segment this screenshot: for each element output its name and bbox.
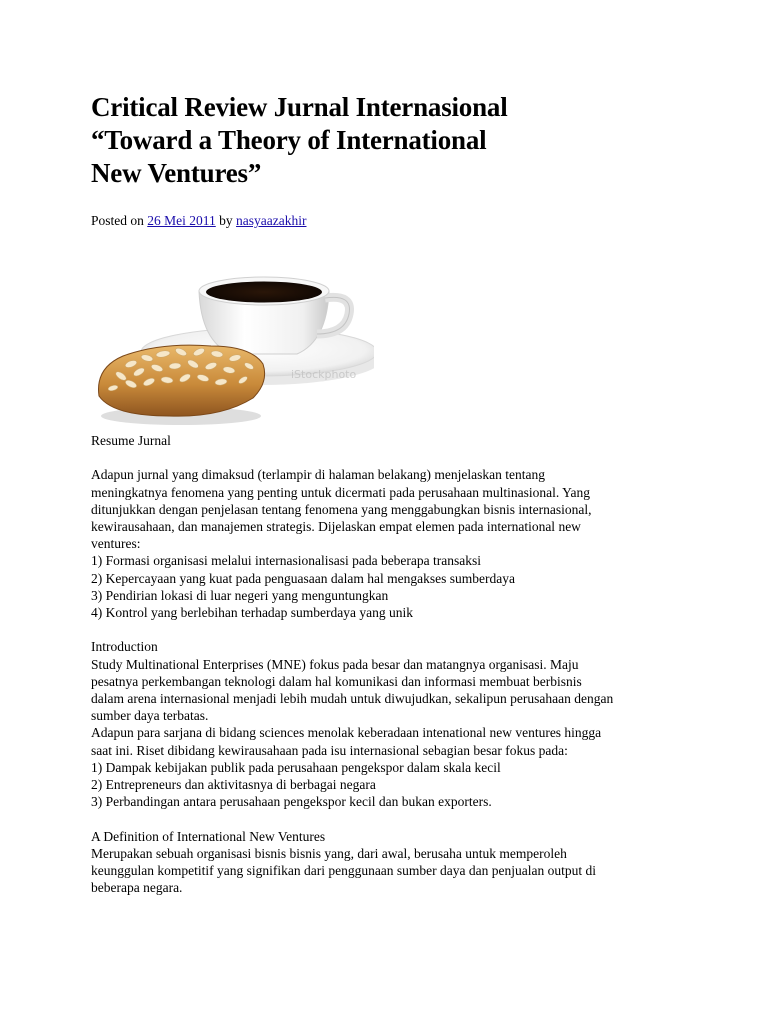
posted-on-label: Posted on [91,213,144,228]
list-item: 3) Perbandingan antara perusahaan pengekspor kecil dan bukan exporters. [91,794,492,810]
text-line: kewirausahaan, dan manajemen strategis. Dijelaskan empat elemen pada international new [91,519,581,534]
list-item: 1) Formasi organisasi melalui internasionalisasi pada beberapa transaksi [91,553,482,569]
resume-paragraph [91,466,691,621]
text-line: Adapun jurnal yang dimaksud (terlampir di halaman belakang) menjelaskan tentang [91,467,545,483]
title-line: New Ventures” [91,158,262,188]
title-line: Critical Review Jurnal Internasional [91,92,508,122]
text-line: keunggulan kompetitif yang signifikan dari penggunaan sumber daya dan penjualan output di [91,863,596,879]
definition-heading: A Definition of International New Ventures [91,828,326,844]
text-line: beberapa negara. [91,880,183,896]
coffee-shape [206,282,322,303]
text-line: sumber daya terbatas. [91,708,209,724]
post-meta [91,212,306,230]
list-item: 4) Kontrol yang berlebihan terhadap sumberdaya yang unik [91,605,414,621]
intro-paragraph [91,656,691,811]
coffee-pastry-photo [91,246,374,432]
list-item: 2) Kepercayaan yang kuat pada penguasaan dalam hal mengakses sumberdaya [91,570,515,586]
list-item: 2) Entrepreneurs dan aktivitasnya di berbagai negara [91,777,376,793]
intro-heading: Introduction [91,639,158,655]
definition-paragraph [91,845,691,897]
text-line: meningkatnya fenomena yang penting untuk dicermati pada perusahaan multinasional. Yang [91,484,590,500]
list-item: 3) Pendirian lokasi di luar negeri yang menguntungkan [91,587,389,603]
text-line: Adapun para sarjana di bidang sciences menolak keberadaan intenational new ventures hingga [91,725,602,741]
resume-heading: Resume Jurnal [91,433,171,448]
text-line: ditunjukkan dengan penjelasan tentang fenomena yang menggabungkan bisnis internasional, [91,501,592,517]
text-line: saat ini. Riset dibidang kewirausahaan pada isu internasional sebagian besar fokus pada: [91,742,568,758]
title-line: “Toward a Theory of International [91,125,487,155]
text-line: pesatnya perkembangan teknologi dalam hal komunikasi dan informasi membuat berbisnis [91,673,582,689]
list-item: 1) Dampak kebijakan publik pada perusahaan pengekspor dalam skala kecil [91,759,501,775]
by-label: by [219,213,233,228]
article-body [91,432,691,896]
text-line: Merupakan sebuah organisasi bisnis bisnis yang, dari awal, berusaha untuk memperoleh [91,845,567,861]
text-line: Study Multinational Enterprises (MNE) fokus pada besar dan matangnya organisasi. Maju [91,656,579,672]
post-date-link[interactable]: 26 Mei 2011 [147,213,216,228]
text-line: ventures: [91,536,141,552]
page-title [91,91,671,190]
author-link[interactable]: nasyaazakhir [236,213,307,228]
text-line: dalam arena internasional menjadi lebih mudah untuk diwujudkan, sekalipun perusahaan dengan [91,691,614,707]
photo-watermark: iStockphoto [291,368,357,381]
